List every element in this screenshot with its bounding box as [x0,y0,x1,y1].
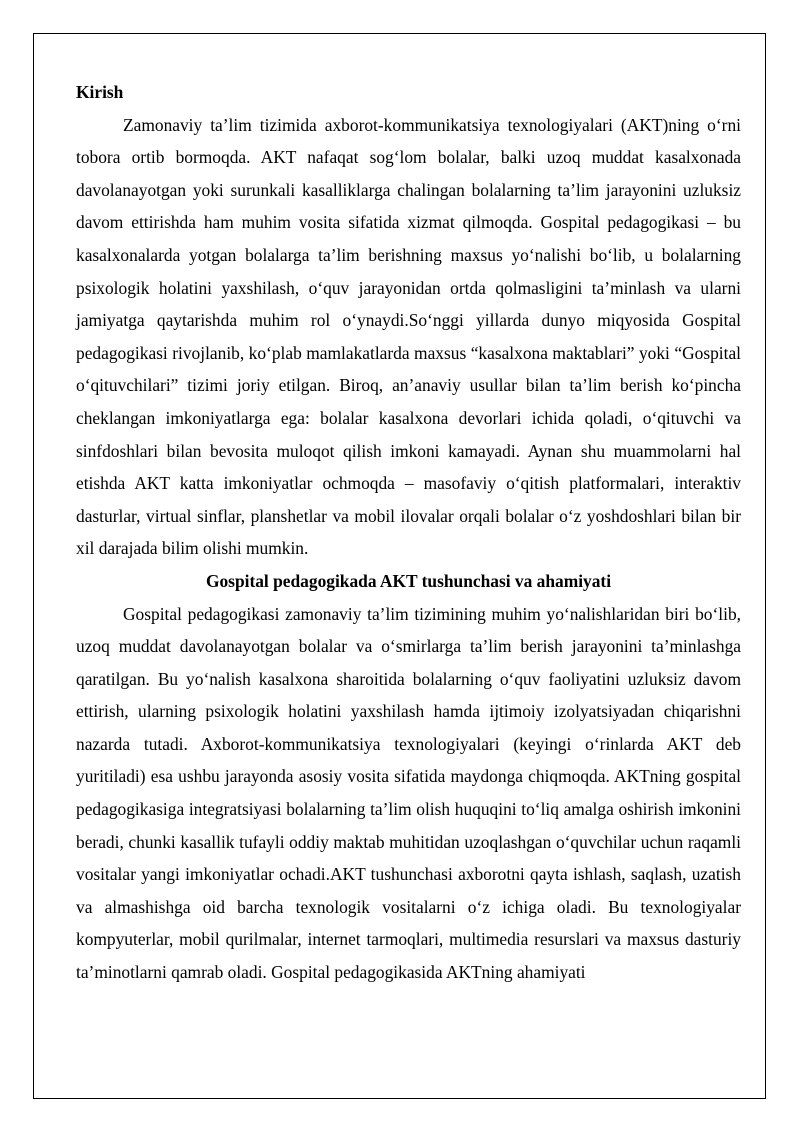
section-paragraph: Gospital pedagogikasi zamonaviy ta’lim tizimining muhim yo‘nalishlaridan biri bo‘lib, uzoq muddat davolanayotgan bolalar va o‘smirlarga ta’lim berish jarayonini ta’minlashga qaratilgan. Bu yo‘nalish kasalxona sharoitida bolalarning o‘quv faoliyatini uzluksiz davom ettirish, ularning psixologik holatini yaxshilash hamda ijtimoiy izolyatsiyadan chiqarishni nazarda tutadi. Axborot-kommunikatsiya texnologiyalari (keyingi o‘rinlarda AKT deb yuritiladi) esa ushbu jarayonda asosiy vosita sifatida maydonga chiqmoqda. AKTning gospital pedagogikasiga integratsiyasi bolalarning ta’lim olish huquqini to‘liq amalga oshirish imkonini beradi, chunki kasallik tufayli oddiy maktab muhitidan uzoqlashgan o‘quvchilar uchun raqamli vositalar yangi imkoniyatlar ochadi.AKT tushunchasi axborotni qayta ishlash, saqlash, uzatish va almashishga oid barcha texnologik vositalarni o‘z ichiga oladi. Bu texnologiyalar kompyuterlar, mobil qurilmalar, internet tarmoqlari, multimedia resurslari va maxsus dasturiy ta’minotlarni qamrab oladi. Gospital pedagogikasida AKTning ahamiyati [76,603,741,983]
intro-paragraph: Zamonaviy ta’lim tizimida axborot-kommunikatsiya texnologiyalari (AKT)ning o‘rni tobora ortib bormoqda. AKT nafaqat sog‘lom bolalar, balki uzoq muddat kasalxonada davolanayotgan yoki surunkali kasalliklarga chalingan bolalarning ta’lim jarayonini uzluksiz davom ettirishda ham muhim vosita sifatida xizmat qilmoqda. Gospital pedagogikasi – bu kasalxonalarda yotgan bolalarga ta’lim berishning maxsus yo‘nalishi bo‘lib, u bolalarning psixologik holatini yaxshilash, o‘quv jarayonidan ortda qolmasligini ta’minlash va ularni jamiyatga qaytarishda muhim rol o‘ynaydi.So‘nggi yillarda dunyo miqyosida Gospital pedagogikasi rivojlanib, ko‘plab mamlakatlarda maxsus “kasalxona maktablari” yoki “Gospital o‘qituvchilari” tizimi joriy etilgan. Biroq, an’anaviy usullar bilan ta’lim berish ko‘pincha cheklangan imkoniyatlarga ega: bolalar kasalxona devorlari ichida qoladi, o‘qituvchi va sinfdoshlari bilan bevosita muloqot qilish imkoni kamayadi. Aynan shu muammolarni hal etishda AKT katta imkoniyatlar ochmoqda – masofaviy o‘qitish platformalari, interaktiv dasturlar, virtual sinflar, planshetlar va mobil ilovalar orqali bolalar o‘z yoshdoshlari bilan bir xil darajada bilim olishi mumkin. [76,114,741,559]
document-body [76,76,741,989]
intro-heading: Kirish [76,82,124,102]
section-heading: Gospital pedagogikada AKT tushunchasi va ahamiyati [205,570,612,591]
